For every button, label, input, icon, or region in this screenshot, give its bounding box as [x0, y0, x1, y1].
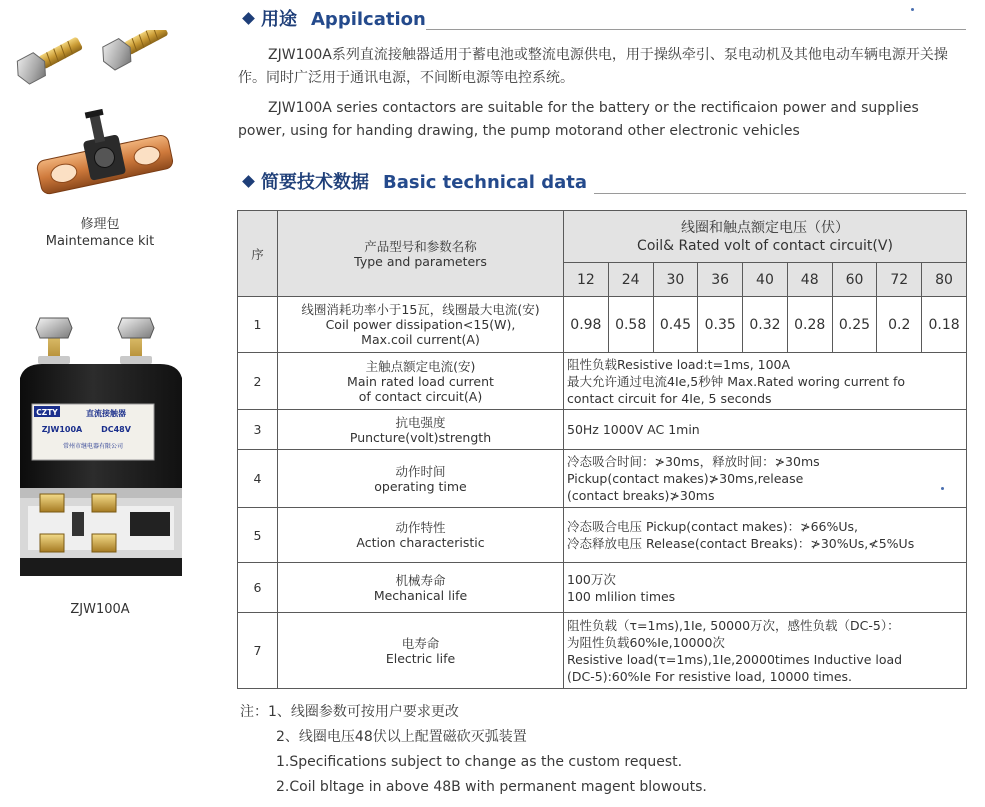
- maintenance-kit-caption: [0, 216, 200, 250]
- diamond-bullet-icon: [242, 12, 255, 25]
- table-row: [238, 353, 967, 410]
- application-text-cn: ZJW100A系列直流接触器适用于蓄电池或整流电源供电，用于操纵牵引、泵电动机及其他电动车辆电源开关操作。同时广泛用于通讯电源，不间断电源等电控系统。: [238, 47, 948, 86]
- row-param-cn: 主触点额定电流(安): [365, 358, 476, 374]
- row-description: [564, 410, 967, 450]
- table-row: [238, 297, 967, 353]
- row-param-en: Coil power dissipation<15(W),: [325, 317, 516, 332]
- header-coil-cn: 线圈和触点额定电压（伏）: [681, 219, 849, 236]
- tech-heading-cn: 简要技术数据: [261, 172, 369, 193]
- desc-line: Pickup(contact makes)≯30ms,release: [567, 471, 804, 486]
- row-param: [278, 353, 564, 410]
- print-speck: [911, 8, 914, 11]
- row-param-cn: 线圈消耗功率小于15瓦，线圈最大电流(安): [301, 302, 540, 317]
- application-text-en: ZJW100A series contactors are suitable for the battery or the rectificaion power and supplies power, using for handing drawing, the pump motorand other electronic vehicles: [238, 100, 919, 139]
- note-1-en: 1.Specifications subject to change as the custom request.: [276, 754, 683, 770]
- coil-current-cell: 0.35: [698, 297, 743, 353]
- note-prefix: 注：: [240, 704, 268, 720]
- voltage-72: 72: [877, 263, 922, 297]
- header-param-en: Type and parameters: [354, 253, 487, 269]
- note-line: [240, 700, 707, 725]
- row-param-cn: 动作时间: [395, 463, 446, 479]
- voltage-36: 36: [698, 263, 743, 297]
- label-model: ZJW100A: [41, 425, 83, 434]
- header-coil-voltage: [564, 211, 967, 263]
- desc-line: Resistive load(τ=1ms),1Ie,20000times Inductive load: [567, 651, 903, 667]
- row-param: [278, 450, 564, 508]
- row-param-cn: 动作特性: [395, 520, 446, 535]
- voltage-60: 60: [832, 263, 877, 297]
- header-param-cn: 产品型号和参数名称: [364, 238, 477, 254]
- label-brand: CZTY: [36, 408, 58, 417]
- coil-current-cell: 0.18: [922, 297, 967, 353]
- row-param-en: Puncture(volt)strength: [349, 429, 492, 445]
- voltage-48: 48: [787, 263, 832, 297]
- coil-current-cell: 0.28: [787, 297, 832, 353]
- header-no: 序: [238, 211, 278, 297]
- desc-line: 阻性负载Resistive load:t=1ms, 100A: [567, 356, 791, 372]
- print-speck: [941, 487, 944, 490]
- row-param-en: Mechanical life: [373, 587, 468, 603]
- row-param-cn: 机械寿命: [395, 572, 446, 588]
- desc-line: 100万次: [567, 571, 616, 587]
- desc-line: 冷态吸合时间：≯30ms，释放时间：≯30ms: [567, 454, 820, 469]
- row-param: [278, 613, 564, 689]
- desc-line: 50Hz 1000V AC 1min: [567, 422, 700, 437]
- table-row: [238, 508, 967, 563]
- tech-heading-en: Basic technical data: [383, 172, 588, 193]
- table-row: [238, 410, 967, 450]
- note-2-cn: 2、线圈电压48伏以上配置磁砍灭弧装置: [276, 729, 527, 745]
- note-2-en: 2.Coil bltage in above 48B with permanent magent blowouts.: [276, 779, 707, 795]
- row-no: 4: [238, 450, 278, 508]
- desc-line: (contact breaks)≯30ms: [567, 488, 715, 503]
- row-param-en: Main rated load current: [347, 373, 494, 389]
- row-param-en: of contact circuit(A): [358, 388, 483, 404]
- row-no: 7: [238, 613, 278, 689]
- desc-line: 阻性负载（τ=1ms),1Ie, 50000万次，感性负载（DC-5）：: [567, 617, 900, 633]
- desc-line: 最大允许通过电流4Ie,5秒钟 Max.Rated woring current fo: [567, 373, 906, 389]
- coil-current-cell: 0.2: [877, 297, 922, 353]
- desc-line: 冷态吸合电压 Pickup(contact makes)：≯66%Us,: [567, 519, 859, 534]
- row-no: 3: [238, 410, 278, 450]
- row-no: 6: [238, 563, 278, 613]
- note-1-cn: 1、线圈参数可按用户要求更改: [268, 704, 459, 720]
- heading-divider: [426, 29, 966, 30]
- coil-current-cell: 0.98: [564, 297, 609, 353]
- row-param-en: Max.coil current(A): [361, 332, 480, 347]
- row-description: [564, 508, 967, 563]
- application-heading-cn: 用途: [261, 9, 297, 30]
- tech-data-heading: [240, 172, 587, 194]
- desc-line: 100 mlilion times: [567, 588, 676, 604]
- row-no: 5: [238, 508, 278, 563]
- heading-divider: [594, 193, 966, 194]
- header-param: [278, 211, 564, 297]
- technical-data-table: [237, 210, 967, 689]
- row-description: [564, 563, 967, 613]
- application-heading-en: Appilcation: [311, 9, 426, 30]
- footnotes: [240, 700, 707, 800]
- row-param-cn: 电寿命: [401, 635, 440, 651]
- row-param-cn: 抗电强度: [395, 414, 446, 430]
- row-param: [278, 508, 564, 563]
- coil-current-cell: 0.25: [832, 297, 877, 353]
- row-param: [278, 563, 564, 613]
- table-row: [238, 450, 967, 508]
- kit-caption-cn: 修理包: [80, 217, 120, 232]
- label-voltage: DC48V: [101, 425, 131, 434]
- desc-line: 冷态释放电压 Release(contact Breaks)：≯30%Us,≮5%Us: [567, 536, 915, 551]
- voltage-30: 30: [653, 263, 698, 297]
- row-param-en: operating time: [374, 478, 467, 494]
- diamond-bullet-icon: [242, 175, 255, 188]
- row-description: [564, 613, 967, 689]
- row-param: [278, 410, 564, 450]
- row-no: 2: [238, 353, 278, 410]
- desc-line: 为阻性负载60%Ie,10000次: [567, 634, 725, 650]
- product-caption: ZJW100A: [70, 602, 130, 617]
- voltage-12: 12: [564, 263, 609, 297]
- maintenance-kit-image: [8, 30, 198, 230]
- row-param-en: Action characteristic: [356, 535, 485, 550]
- row-description: [564, 450, 967, 508]
- voltage-24: 24: [608, 263, 653, 297]
- contactor-product-image: [10, 312, 190, 584]
- table-row: [238, 563, 967, 613]
- coil-current-cell: 0.32: [743, 297, 788, 353]
- row-param: [278, 297, 564, 353]
- label-type-cn: 直流接触器: [86, 409, 126, 418]
- desc-line: contact circuit for 4Ie, 5 seconds: [567, 390, 772, 406]
- row-param-en: Electric life: [385, 650, 456, 666]
- table-row: [238, 613, 967, 689]
- kit-caption-en: Maintemance kit: [45, 234, 155, 249]
- voltage-80: 80: [922, 263, 967, 297]
- header-coil-en: Coil& Rated volt of contact circuit(V): [637, 237, 893, 254]
- voltage-40: 40: [743, 263, 788, 297]
- application-heading: [240, 9, 426, 31]
- row-no: 1: [238, 297, 278, 353]
- label-maker: 常州市继电器有限公司: [62, 443, 124, 450]
- coil-current-cell: 0.45: [653, 297, 698, 353]
- row-description: [564, 353, 967, 410]
- coil-current-cell: 0.58: [608, 297, 653, 353]
- desc-line: (DC-5):60%Ie For resistive load, 10000 times.: [567, 668, 853, 684]
